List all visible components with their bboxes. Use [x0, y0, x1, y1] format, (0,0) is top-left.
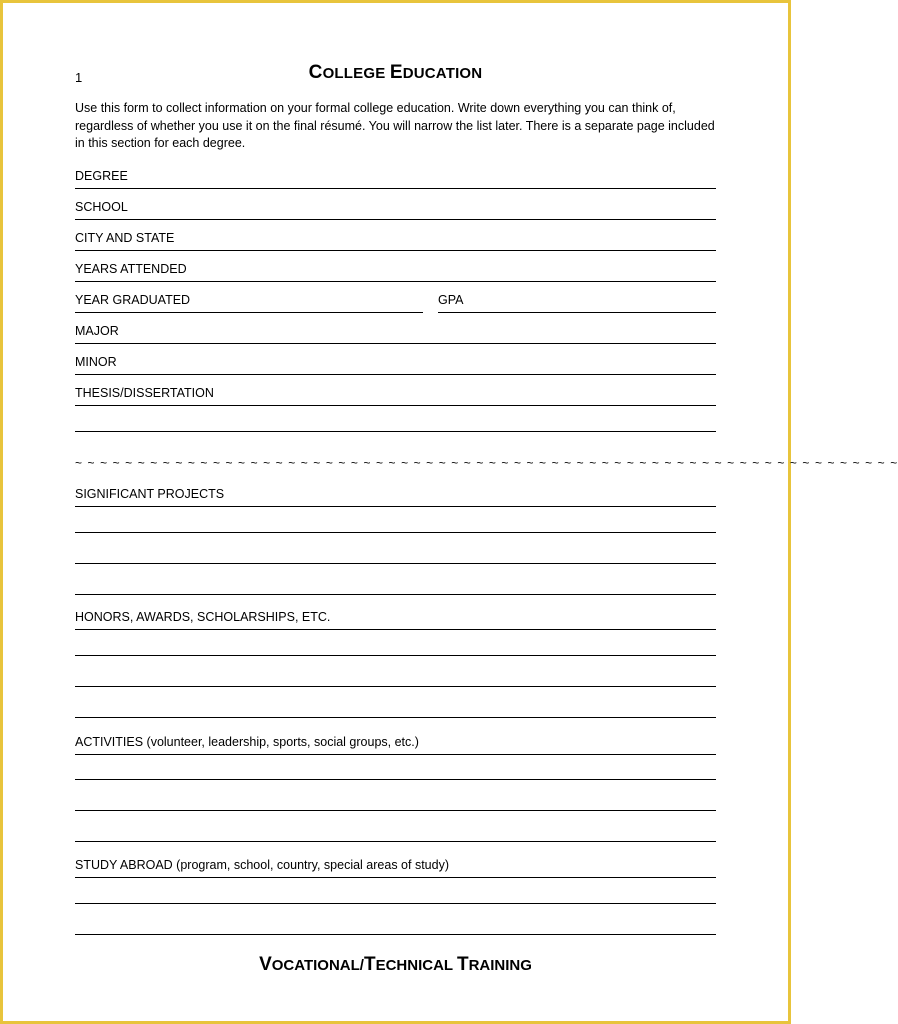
- page-title: [0, 62, 791, 84]
- tilde-divider: ~ ~ ~ ~ ~ ~ ~ ~ ~ ~ ~ ~ ~ ~ ~ ~ ~ ~ ~ ~ ~ ~ ~ ~ ~ ~ ~ ~ ~ ~ ~ ~ ~ ~ ~ ~ ~ ~ ~ ~ ~ ~ ~ ~ ~ ~ ~ ~ ~ ~ ~ ~ ~ ~ ~ ~ ~ ~ ~ ~ ~ ~ ~ ~ ~ ~: [75, 456, 898, 470]
- gpa-field[interactable]: [438, 293, 716, 313]
- honors-extra-line-1[interactable]: [75, 655, 716, 656]
- city-state-line: [75, 250, 716, 251]
- page-number: 1: [75, 70, 83, 85]
- gpa-line: [438, 312, 716, 313]
- section-rest-1: OCATIONAL/: [271, 957, 364, 974]
- degree-field[interactable]: [75, 169, 716, 189]
- degree-label: DEGREE: [75, 169, 132, 183]
- study-abroad-label: STUDY ABROAD (program, school, country, special areas of study): [75, 858, 453, 872]
- section-title-vocational: [0, 954, 791, 976]
- section-rest-3: RAINING: [468, 957, 532, 974]
- minor-label: MINOR: [75, 355, 121, 369]
- major-field[interactable]: [75, 324, 716, 344]
- thesis-label: THESIS/DISSERTATION: [75, 386, 218, 400]
- major-label: MAJOR: [75, 324, 123, 338]
- study-abroad-extra-line-2[interactable]: [75, 934, 716, 935]
- thesis-extra-line[interactable]: [75, 431, 716, 432]
- thesis-line: [75, 405, 716, 406]
- years-attended-label: YEARS ATTENDED: [75, 262, 191, 276]
- year-graduated-field[interactable]: [75, 293, 423, 313]
- activities-label: ACTIVITIES (volunteer, leadership, sports, social groups, etc.): [75, 735, 423, 749]
- activities-field[interactable]: [75, 735, 716, 755]
- activities-extra-line-2[interactable]: [75, 810, 716, 811]
- years-attended-field[interactable]: [75, 262, 716, 282]
- activities-extra-line-3[interactable]: [75, 841, 716, 842]
- honors-label: HONORS, AWARDS, SCHOLARSHIPS, ETC.: [75, 610, 334, 624]
- intro-paragraph: Use this form to collect information on your formal college education. Write down everything you can think of, regardless of whether you use it on the final résumé. You will narrow the list later. There is a separate page included in this section for each degree.: [75, 101, 715, 150]
- years-attended-line: [75, 281, 716, 282]
- title-cap-2: E: [389, 62, 403, 83]
- projects-extra-line-1[interactable]: [75, 532, 716, 533]
- projects-label: SIGNIFICANT PROJECTS: [75, 487, 228, 501]
- year-graduated-line: [75, 312, 423, 313]
- major-line: [75, 343, 716, 344]
- minor-line: [75, 374, 716, 375]
- section-rest-2: ECHNICAL: [375, 957, 457, 974]
- degree-line: [75, 188, 716, 189]
- city-state-field[interactable]: [75, 231, 716, 251]
- minor-field[interactable]: [75, 355, 716, 375]
- section-cap-1: V: [259, 954, 272, 975]
- gpa-label: GPA: [438, 293, 467, 307]
- honors-extra-line-3[interactable]: [75, 717, 716, 718]
- section-cap-2: T: [363, 954, 376, 975]
- school-label: SCHOOL: [75, 200, 132, 214]
- study-abroad-line: [75, 877, 716, 878]
- honors-field[interactable]: [75, 610, 716, 630]
- school-field[interactable]: [75, 200, 716, 220]
- year-graduated-label: YEAR GRADUATED: [75, 293, 194, 307]
- thesis-field[interactable]: [75, 386, 716, 406]
- study-abroad-field[interactable]: [75, 858, 716, 878]
- projects-extra-line-3[interactable]: [75, 594, 716, 595]
- title-rest-1: OLLEGE: [322, 65, 390, 82]
- honors-extra-line-2[interactable]: [75, 686, 716, 687]
- projects-line: [75, 506, 716, 507]
- activities-line: [75, 754, 716, 755]
- school-line: [75, 219, 716, 220]
- city-state-label: CITY AND STATE: [75, 231, 178, 245]
- projects-extra-line-2[interactable]: [75, 563, 716, 564]
- honors-line: [75, 629, 716, 630]
- study-abroad-extra-line-1[interactable]: [75, 903, 716, 904]
- section-cap-3: T: [456, 954, 469, 975]
- activities-extra-line-1[interactable]: [75, 779, 716, 780]
- projects-field[interactable]: [75, 487, 716, 507]
- title-cap-1: C: [308, 62, 323, 83]
- title-rest-2: DUCATION: [402, 65, 483, 82]
